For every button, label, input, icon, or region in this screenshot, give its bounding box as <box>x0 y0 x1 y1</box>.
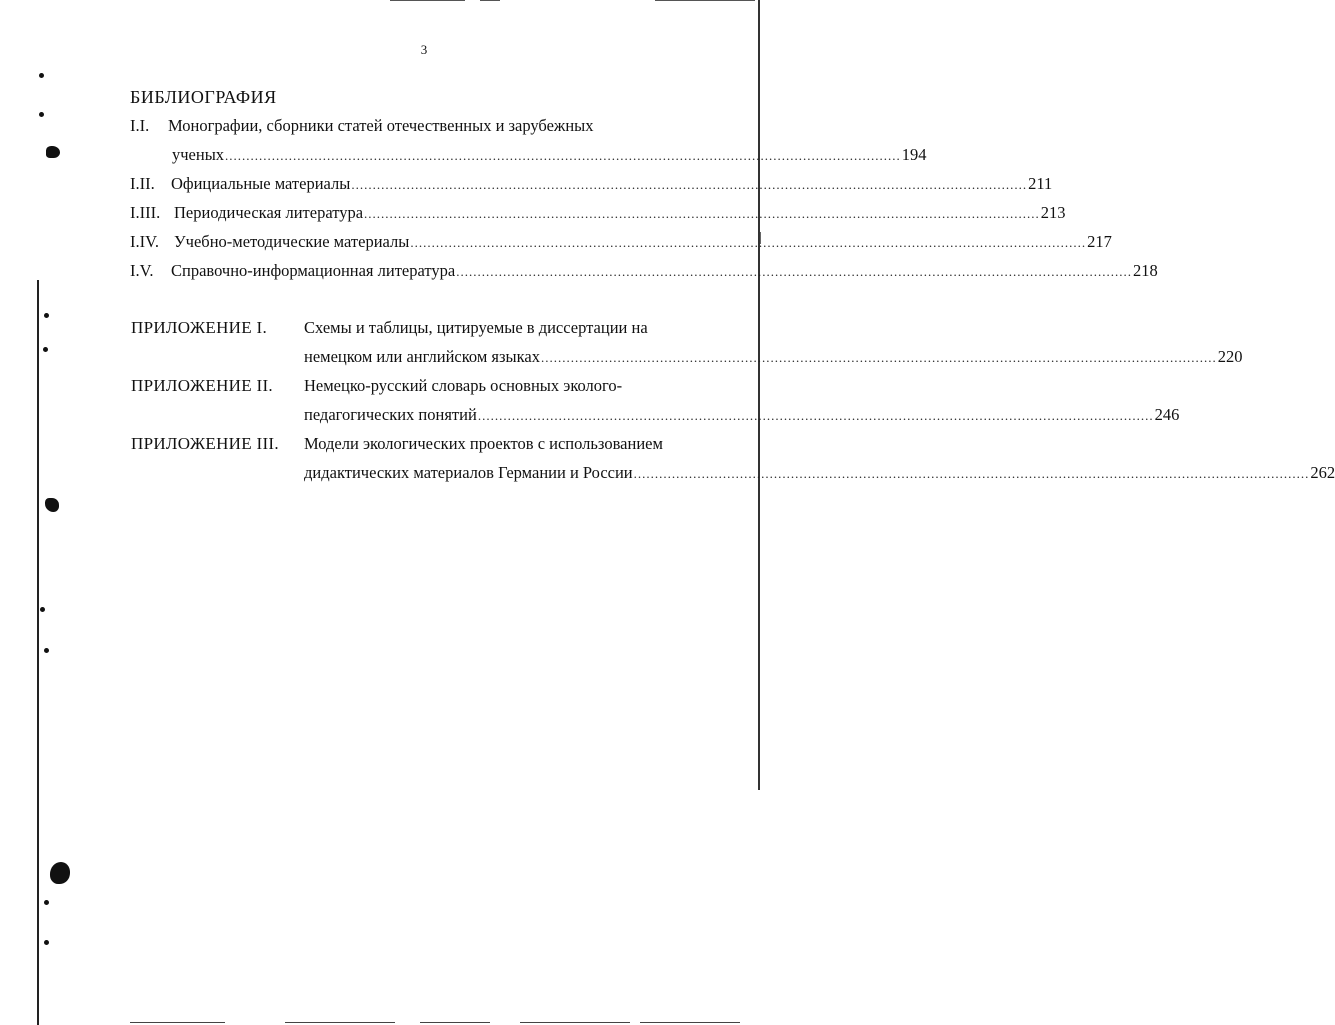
scan-edge-left <box>37 280 39 1025</box>
punch-hole-dot <box>44 648 49 653</box>
toc-entry-3[interactable] <box>130 203 1066 225</box>
punch-hole-dot <box>39 73 44 78</box>
punch-hole-dot <box>44 900 49 905</box>
appendix-title: Модели экологических проектов с использованием <box>304 434 663 453</box>
appendix-1-line1[interactable] <box>304 318 648 340</box>
toc-entry-page: 194 <box>901 145 927 164</box>
scan-edge-bottom <box>640 1022 740 1023</box>
punch-hole-dot <box>44 940 49 945</box>
toc-entry-page: 211 <box>1028 174 1053 193</box>
appendix-2-label: ПРИЛОЖЕНИЕ II. <box>131 376 273 395</box>
scan-edge-bottom <box>285 1022 395 1023</box>
scan-edge-top <box>390 0 465 1</box>
ink-blot <box>46 146 60 158</box>
toc-entry-title: Учебно-методические материалы <box>174 232 410 251</box>
toc-entry-title: Официальные материалы <box>171 174 351 193</box>
toc-entry-page: 213 <box>1040 203 1066 222</box>
dot-leader: ............................................................................................................................................................... <box>633 466 1310 481</box>
appendix-page: 246 <box>1154 405 1180 424</box>
toc-entry-number: I.V. <box>130 261 154 280</box>
dot-leader: ............................................................................................................................................................... <box>456 264 1132 279</box>
toc-entry-2[interactable] <box>130 174 1053 196</box>
dot-leader: ............................................................................................................................................................... <box>540 350 1217 365</box>
scan-edge-top <box>655 0 755 1</box>
appendix-title: Немецко-русский словарь основных эколого- <box>304 376 623 395</box>
toc-entry-title-continued: ученых <box>172 145 225 164</box>
dot-leader: ............................................................................................................................................................... <box>410 235 1087 250</box>
appendix-title-continued: дидактических материалов Германии и России <box>304 463 633 482</box>
toc-entry-number: I.IV. <box>130 232 160 251</box>
toc-entry-title: Монографии, сборники статей отечественных и зарубежных <box>168 116 594 135</box>
toc-entry-number: I.III. <box>130 203 161 222</box>
appendix-3-line2[interactable] <box>304 463 1335 485</box>
appendix-1-line2[interactable] <box>304 347 1243 369</box>
dot-leader: ............................................................................................................................................................... <box>225 148 901 163</box>
appendix-title-continued: педагогических понятий <box>304 405 477 424</box>
appendix-3-label: ПРИЛОЖЕНИЕ III. <box>131 434 279 453</box>
toc-entry-4[interactable] <box>130 232 1112 254</box>
toc-entry-title: Периодическая литература <box>174 203 364 222</box>
toc-entry-5[interactable] <box>130 261 1158 283</box>
appendix-page: 220 <box>1217 347 1243 366</box>
punch-hole-dot <box>39 112 44 117</box>
toc-entry-title: Справочно-информационная литература <box>171 261 456 280</box>
bibliography-heading: БИБЛИОГРАФИЯ <box>130 87 277 107</box>
dot-leader: ............................................................................................................................................................... <box>477 408 1154 423</box>
scan-edge-bottom <box>520 1022 630 1023</box>
appendix-3-line1[interactable] <box>304 434 663 456</box>
page-number: 3 <box>420 42 428 57</box>
scan-edge-bottom <box>420 1022 490 1023</box>
toc-entry-number: I.I. <box>130 116 150 135</box>
ink-blot <box>50 862 70 884</box>
scan-edge-bottom <box>130 1022 225 1023</box>
appendix-title: Схемы и таблицы, цитируемые в диссертации на <box>304 318 648 337</box>
toc-entry-page: 217 <box>1087 232 1112 251</box>
toc-entry-page: 218 <box>1132 261 1158 280</box>
scan-edge-right <box>758 0 760 790</box>
punch-hole-dot <box>44 313 49 318</box>
toc-entry-number: I.II. <box>130 174 155 193</box>
appendix-1-label: ПРИЛОЖЕНИЕ I. <box>131 318 268 337</box>
ink-blot <box>45 498 59 512</box>
appendix-2-line2[interactable] <box>304 405 1180 427</box>
dot-leader: ............................................................................................................................................................... <box>364 206 1040 221</box>
punch-hole-dot <box>40 607 45 612</box>
scan-edge-top <box>480 0 500 1</box>
appendix-2-line1[interactable] <box>304 376 622 398</box>
toc-entry-1-line1[interactable] <box>130 116 730 138</box>
punch-hole-dot <box>43 347 48 352</box>
toc-entry-1-line2[interactable] <box>172 145 927 167</box>
dot-leader: ............................................................................................................................................................... <box>351 177 1028 192</box>
appendix-title-continued: немецком или английском языках <box>304 347 540 366</box>
appendix-page: 262 <box>1310 463 1335 482</box>
